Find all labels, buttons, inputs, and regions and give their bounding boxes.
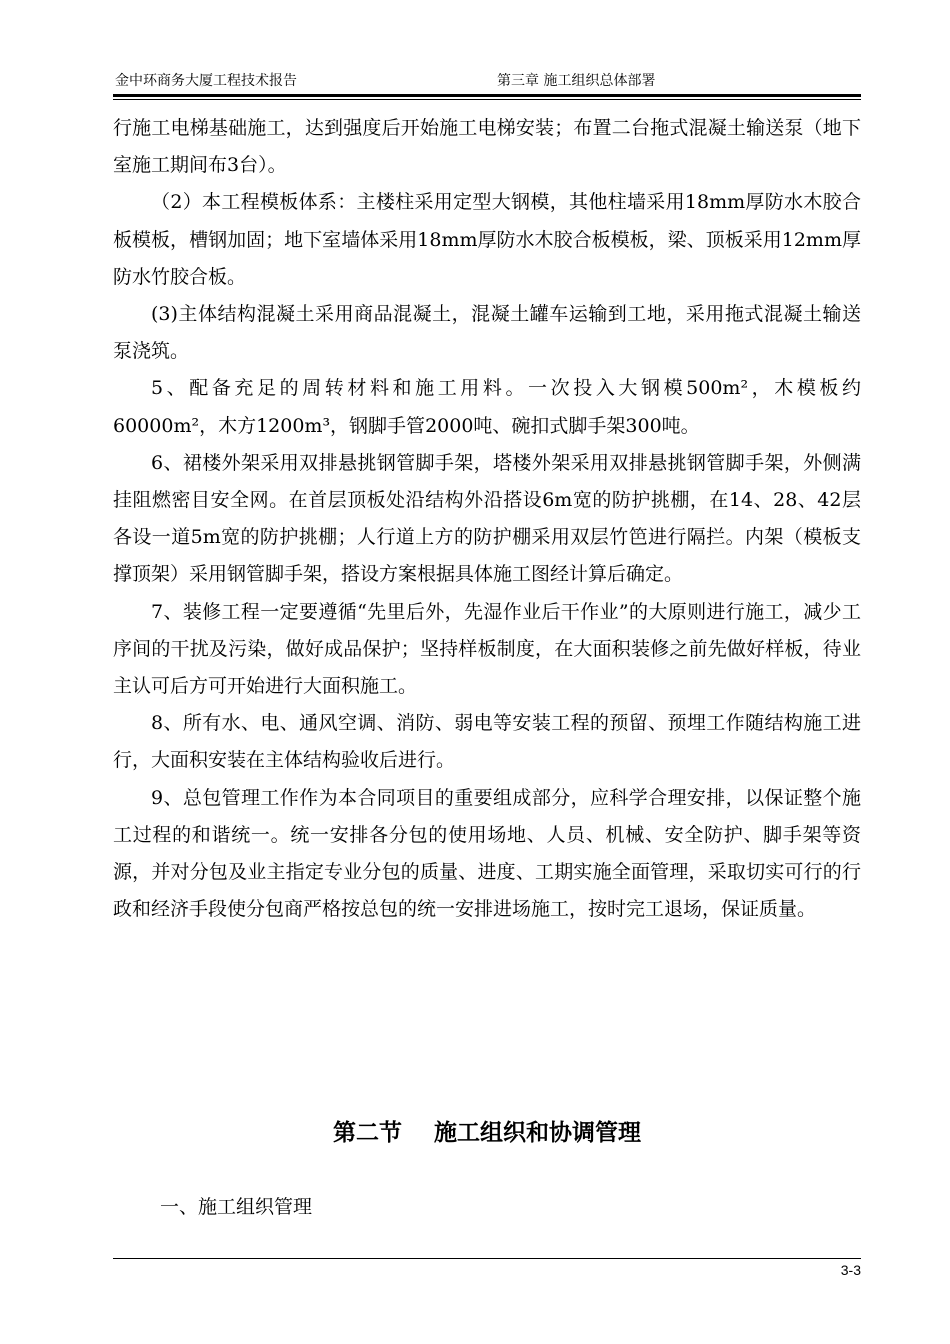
paragraph-formwork: （2）本工程模板体系：主楼柱采用定型大钢模，其他柱墙采用18mm厚防水木胶合板模板，槽钢加固；地下室墙体采用18mm厚防水木胶合板模板，梁、顶板采用12mm厚防水竹胶合板。	[113, 191, 861, 288]
paragraph-decoration: 7、装修工程一定要遵循“先里后外，先湿作业后干作业”的大原则进行施工，减少工序间的干扰及污染，做好成品保护；坚持样板制度，在大面积装修之前先做好样板，待业主认可后方可开始进行大面积施工。	[113, 600, 861, 698]
footer-rule	[113, 1258, 861, 1259]
header-rule-thin	[113, 99, 861, 100]
paragraph-installation: 8、所有水、电、通风空调、消防、弱电等安装工程的预留、预埋工作随结构施工进行，大面积安装在主体结构验收后进行。	[113, 712, 861, 772]
paragraph-concrete: (3)主体结构混凝土采用商品混凝土，混凝土罐车运输到工地，采用拖式混凝土输送泵浇筑。	[113, 303, 861, 363]
subsection-heading: 一、施工组织管理	[160, 1196, 313, 1218]
header-rule	[113, 94, 861, 97]
page-number: 3-3	[840, 1262, 861, 1278]
paragraph-management: 9、总包管理工作作为本合同项目的重要组成部分，应科学合理安排，以保证整个施工过程的和谐统一。统一安排各分包的使用场地、人员、机械、安全防护、脚手架等资源，并对分包及业主指定专业分包的质量、进度、工期实施全面管理，采取切实可行的行政和经济手段使分包商严格按总包的统一安排进场施工，按时完工退场，保证质量。	[113, 786, 861, 921]
body-text	[113, 110, 861, 928]
header-chapter-title: 第三章 施工组织总体部署	[497, 73, 656, 89]
paragraph-scaffolding: 6、裙楼外架采用双排悬挑钢管脚手架，塔楼外架采用双排悬挑钢管脚手架，外侧满挂阻燃密目安全网。在首层顶板处沿结构外沿搭设6m宽的防护挑棚，在14、28、42层各设一道5m宽的防护挑棚；人行道上方的防护棚采用双层竹笆进行隔拦。内架（模板支撑顶架）采用钢管脚手架，搭设方案根据具体施工图经计算后确定。	[113, 451, 861, 586]
header-report-title: 金中环商务大厦工程技术报告	[115, 73, 297, 89]
paragraph-continuation: 行施工电梯基础施工，达到强度后开始施工电梯安装；布置二台拖式混凝土输送泵（地下室施工期间布3台）。	[113, 117, 861, 177]
section-title: 第二节 施工组织和协调管理	[332, 1120, 642, 1146]
page-header	[113, 66, 861, 94]
paragraph-materials: 5、配备充足的周转材料和施工用料。一次投入大钢模500m²，木模板约60000m²，木方1200m³，钢脚手管2000吨、碗扣式脚手架300吨。	[113, 377, 861, 437]
